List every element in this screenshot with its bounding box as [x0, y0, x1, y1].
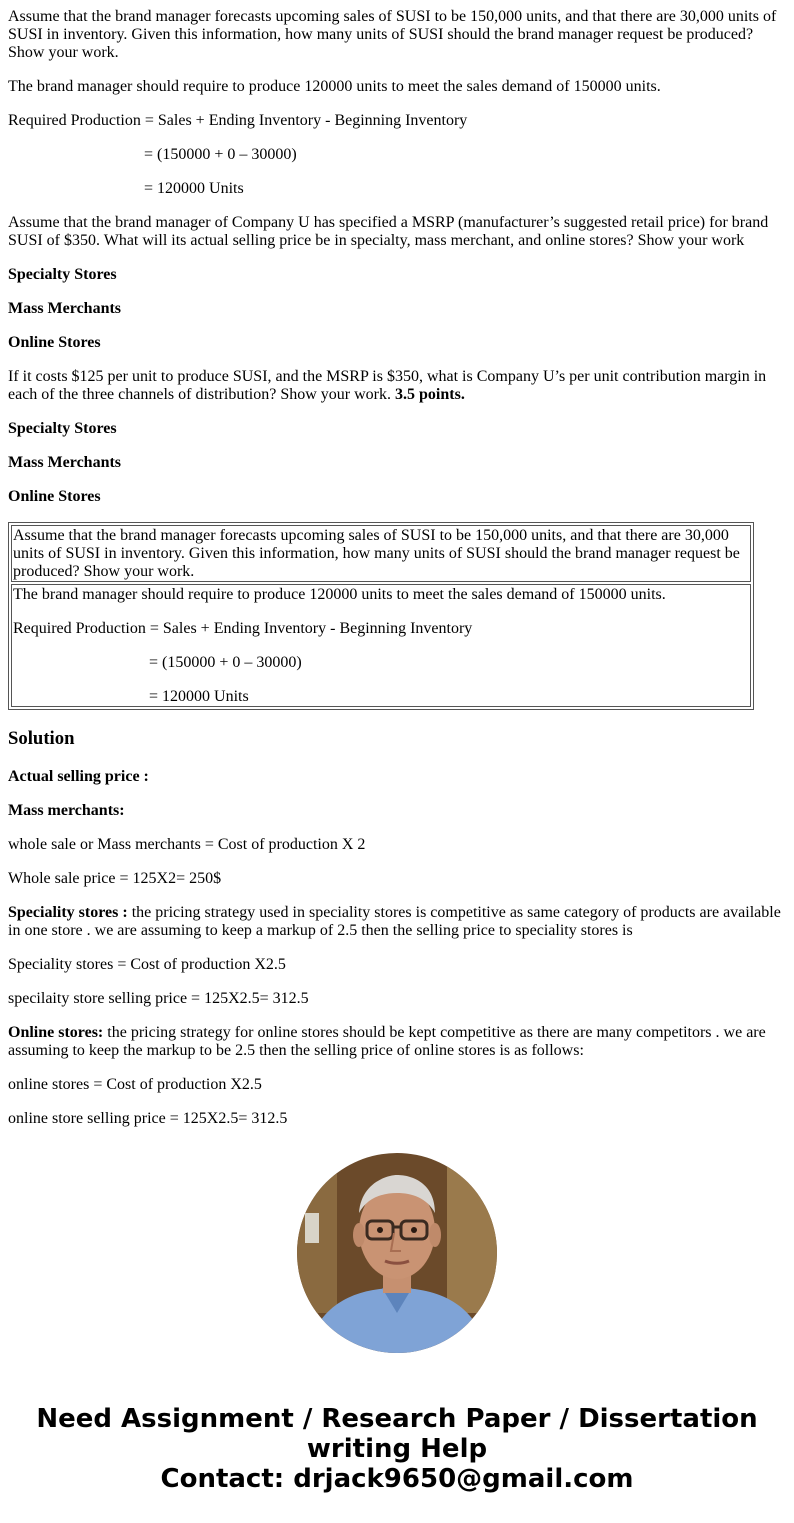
table-statement: The brand manager should require to produce 120000 units to meet the sales demand of 150000 units. [13, 586, 666, 603]
speciality-price: specilaity store selling price = 125X2.5= 312.5 [8, 990, 309, 1007]
online-price: online store selling price = 125X2.5= 312.5 [8, 1110, 288, 1127]
points-label: 3.5 points. [395, 386, 465, 403]
speciality-paragraph: Speciality stores : the pricing strategy used in speciality stores is competitive as same category of products are available in one store . we are assuming to keep a markup of 2.5 then the selling price to speciality stores is [8, 904, 781, 939]
channel-mass-a: Mass Merchants [8, 300, 122, 317]
channel-mass-b: Mass Merchants [8, 454, 122, 471]
mass-price: Whole sale price = 125X2= 250$ [8, 870, 222, 887]
footer-line-1: Need Assignment / Research Paper / Dissertation [36, 1404, 758, 1434]
actual-price-heading: Actual selling price : [8, 768, 149, 785]
footer-banner [0, 1404, 794, 1494]
table-question-cell [11, 525, 751, 582]
mass-heading: Mass merchants: [8, 802, 125, 819]
channel-online-b: Online Stores [8, 488, 101, 505]
footer-line-2: writing Help [306, 1434, 488, 1464]
channel-online-a: Online Stores [8, 334, 101, 351]
table-answer-cell [11, 584, 751, 707]
table-question: Assume that the brand manager forecasts upcoming sales of SUSI to be 150,000 units, and that there are 30,000 units of SUSI in inventory. Given this information, how many units of SUSI should the brand manager request be produced? Show your work. [13, 527, 740, 580]
question-answer-table [8, 522, 754, 710]
solution-body [8, 768, 786, 1127]
footer-contact: Contact: drjack9650@gmail.com [160, 1464, 634, 1494]
question-1: Assume that the brand manager forecasts upcoming sales of SUSI to be 150,000 units, and that there are 30,000 units of SUSI in inventory. Given this information, how many units of SUSI should the brand manager request be produced? Show your work. [8, 8, 777, 61]
question-2: Assume that the brand manager of Company U has specified a MSRP (manufacturer’s suggested retail price) for brand SUSI of $350. What will its actual selling price be in specialty, mass merchant, and online stores? Show your work [8, 214, 769, 249]
table-row [11, 584, 751, 707]
solution-heading: Solution [8, 728, 75, 749]
table-step-1: = (150000 + 0 – 30000) [149, 654, 302, 671]
avatar [297, 1153, 497, 1353]
mass-formula: whole sale or Mass merchants = Cost of production X 2 [8, 836, 366, 853]
table-row [11, 525, 751, 582]
question-3: If it costs $125 per unit to produce SUSI, and the MSRP is $350, what is Company U’s per unit contribution margin in each of the three channels of distribution? Show your work. 3.5 points. [8, 368, 767, 403]
avatar-photo [297, 1153, 497, 1353]
table-step-2: = 120000 Units [149, 688, 249, 705]
online-paragraph: Online stores: the pricing strategy for online stores should be kept competitive as there are many competitors . we are assuming to keep the markup to be 2.5 then the selling price of online stores is as follows: [8, 1024, 766, 1059]
table-formula: Required Production = Sales + Ending Inventory - Beginning Inventory [13, 620, 473, 637]
channel-specialty-a: Specialty Stores [8, 266, 117, 283]
channel-specialty-b: Specialty Stores [8, 420, 117, 437]
answer-1-formula: Required Production = Sales + Ending Inventory - Beginning Inventory [8, 112, 468, 129]
answer-1-statement: The brand manager should require to produce 120000 units to meet the sales demand of 150000 units. [8, 78, 661, 95]
answer-1-step-2: = 120000 Units [144, 180, 244, 197]
answer-1-step-1: = (150000 + 0 – 30000) [144, 146, 297, 163]
speciality-formula: Speciality stores = Cost of production X2.5 [8, 956, 286, 973]
online-formula: online stores = Cost of production X2.5 [8, 1076, 262, 1093]
